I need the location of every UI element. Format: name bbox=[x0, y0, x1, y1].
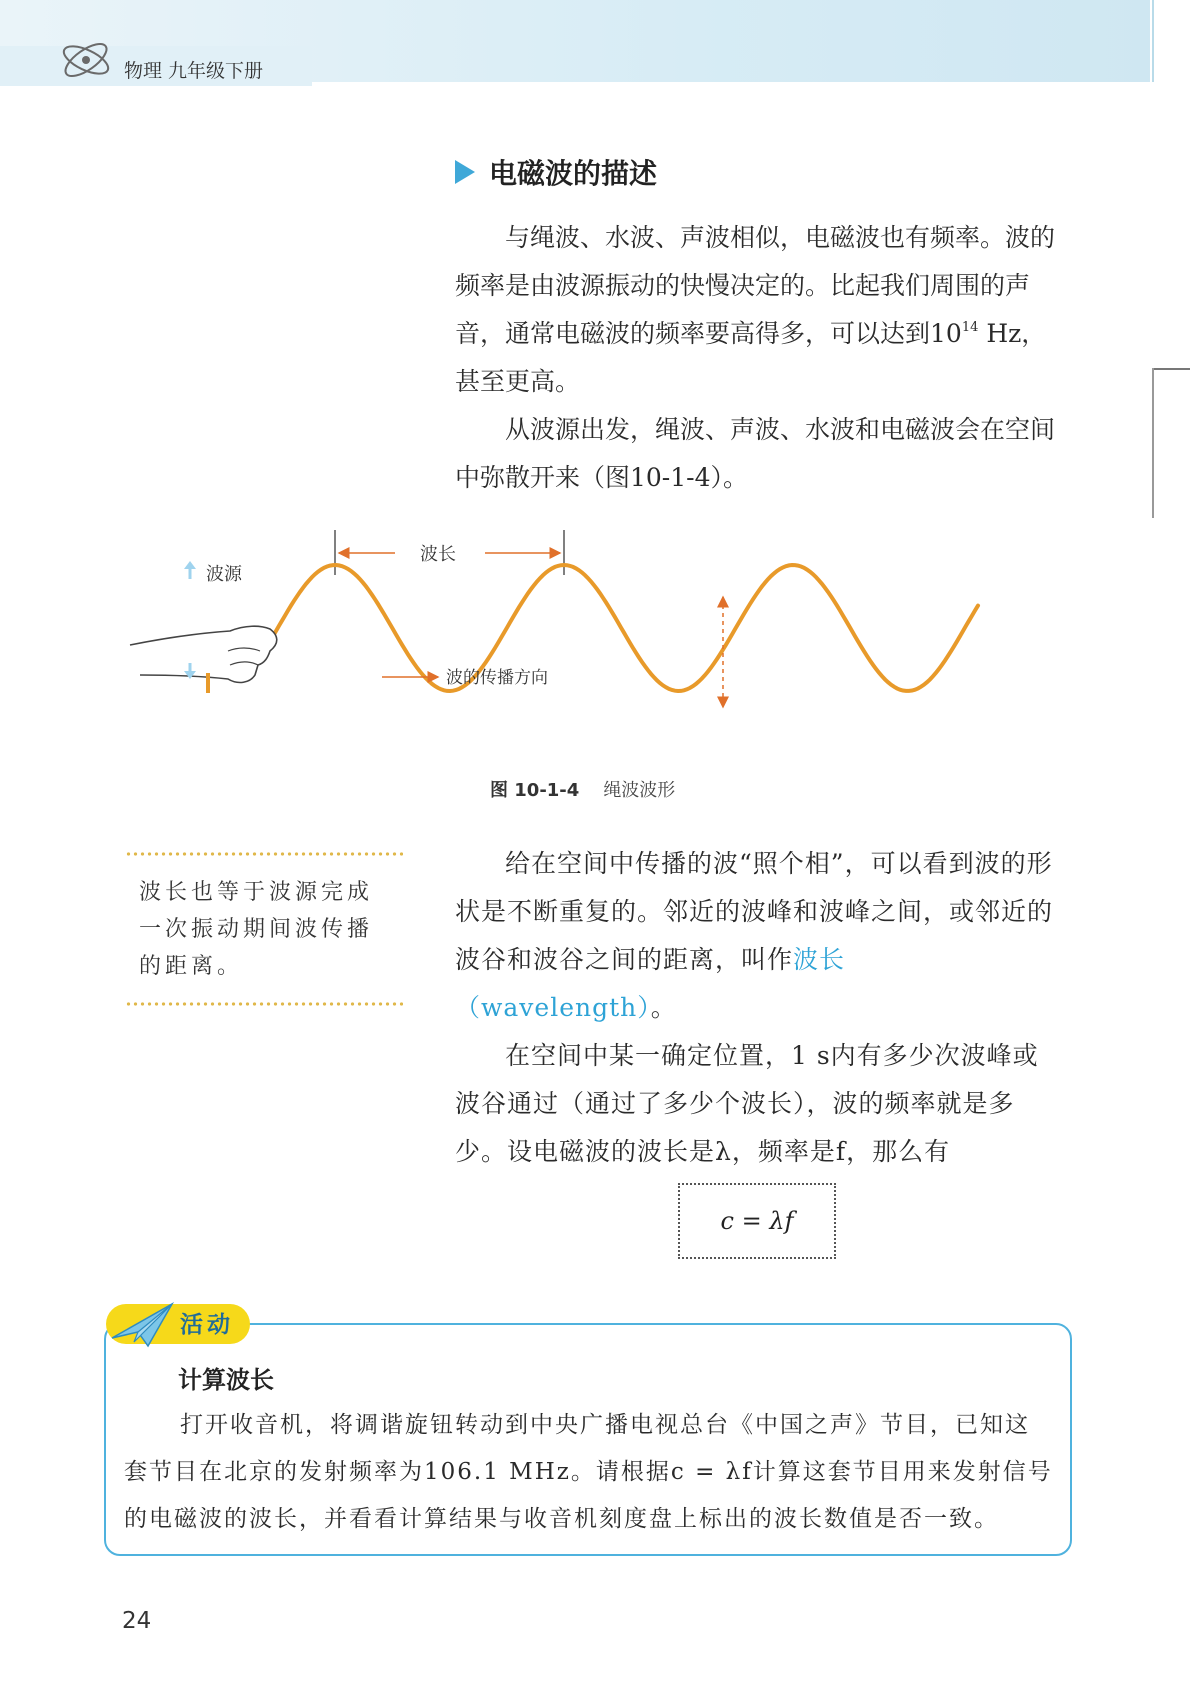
header-divider bbox=[1152, 0, 1154, 82]
activity-text bbox=[124, 1402, 1054, 1543]
paragraph-spread bbox=[455, 406, 1055, 502]
figure-number: 图 10-1-4 bbox=[490, 780, 580, 801]
paper-plane-icon bbox=[108, 1298, 176, 1352]
paragraph-text: 在空间中某一确定位置，1 s内有多少次波峰或波谷通过（通过了多少个波长），波的频率就是多少。设电磁波的波长是λ，频率是f，那么有 bbox=[455, 1041, 1039, 1166]
atom-icon bbox=[58, 34, 114, 86]
figure-caption-text: 绳波波形 bbox=[603, 780, 676, 801]
wavelength-label: 波长 bbox=[420, 544, 456, 565]
paragraph-text: Hz，甚至更高。 bbox=[455, 319, 1047, 396]
paragraph-text: 从波源出发，绳波、声波、水波和电磁波会在空间中弥散开来（图10-1-4）。 bbox=[455, 415, 1056, 492]
formula-box: c = λf bbox=[678, 1183, 836, 1259]
rope-wave-figure bbox=[120, 525, 1080, 760]
keyword-wavelength-en: （wavelength） bbox=[455, 993, 651, 1022]
margin-note-top-border bbox=[125, 852, 403, 856]
paragraph-frequency bbox=[455, 214, 1055, 406]
paragraph-text: 。 bbox=[650, 993, 677, 1022]
direction-label: 波的传播方向 bbox=[446, 668, 548, 688]
rope-wave bbox=[255, 565, 978, 691]
paragraph-text: 给在空间中传播的波“照个相”，可以看到波的形状是不断重复的。邻近的波峰和波峰之间，或邻近的波谷和波谷之间的距离，叫作 bbox=[455, 849, 1054, 974]
activity-paragraph: 打开收音机，将调谐旋钮转动到中央广播电视总台《中国之声》节目，已知这套节目在北京的发射频率为106.1 MHz。请根据c = λf计算这套节目用来发射信号的电磁波的波长，并看看计算结果与收音机刻度盘上标出的波长数值是否一致。 bbox=[124, 1412, 1053, 1532]
book-title: 物理 九年级下册 bbox=[124, 60, 264, 82]
page-edge-line bbox=[1152, 368, 1154, 518]
paragraph-text: 与绳波、水波、声波相似，电磁波也有频率。波的频率是由波源振动的快慢决定的。比起我们周围的声音，通常电磁波的频率要高得多，可以达到10 bbox=[455, 223, 1056, 348]
keyword-wavelength: 波长 bbox=[793, 945, 846, 974]
margin-note-bottom-border bbox=[125, 1002, 403, 1006]
hand-illustration bbox=[130, 626, 277, 693]
activity-title: 计算波长 bbox=[178, 1366, 274, 1394]
section-title bbox=[455, 152, 657, 192]
source-label: 波源 bbox=[206, 564, 242, 585]
section-title-text: 电磁波的描述 bbox=[489, 157, 658, 190]
margin-note bbox=[125, 852, 405, 1012]
paragraph-relation bbox=[455, 1032, 1055, 1176]
page-number: 24 bbox=[122, 1608, 152, 1634]
margin-note-text: 波长也等于波源完成一次振动期间波传播的距离。 bbox=[139, 880, 374, 979]
page-edge-mark bbox=[1152, 368, 1190, 370]
paragraph-wavelength bbox=[455, 840, 1055, 1032]
activity-label: 活动 bbox=[180, 1312, 234, 1338]
figure-caption bbox=[490, 776, 675, 802]
section-arrow-icon bbox=[455, 160, 475, 184]
exponent: 14 bbox=[961, 320, 979, 335]
